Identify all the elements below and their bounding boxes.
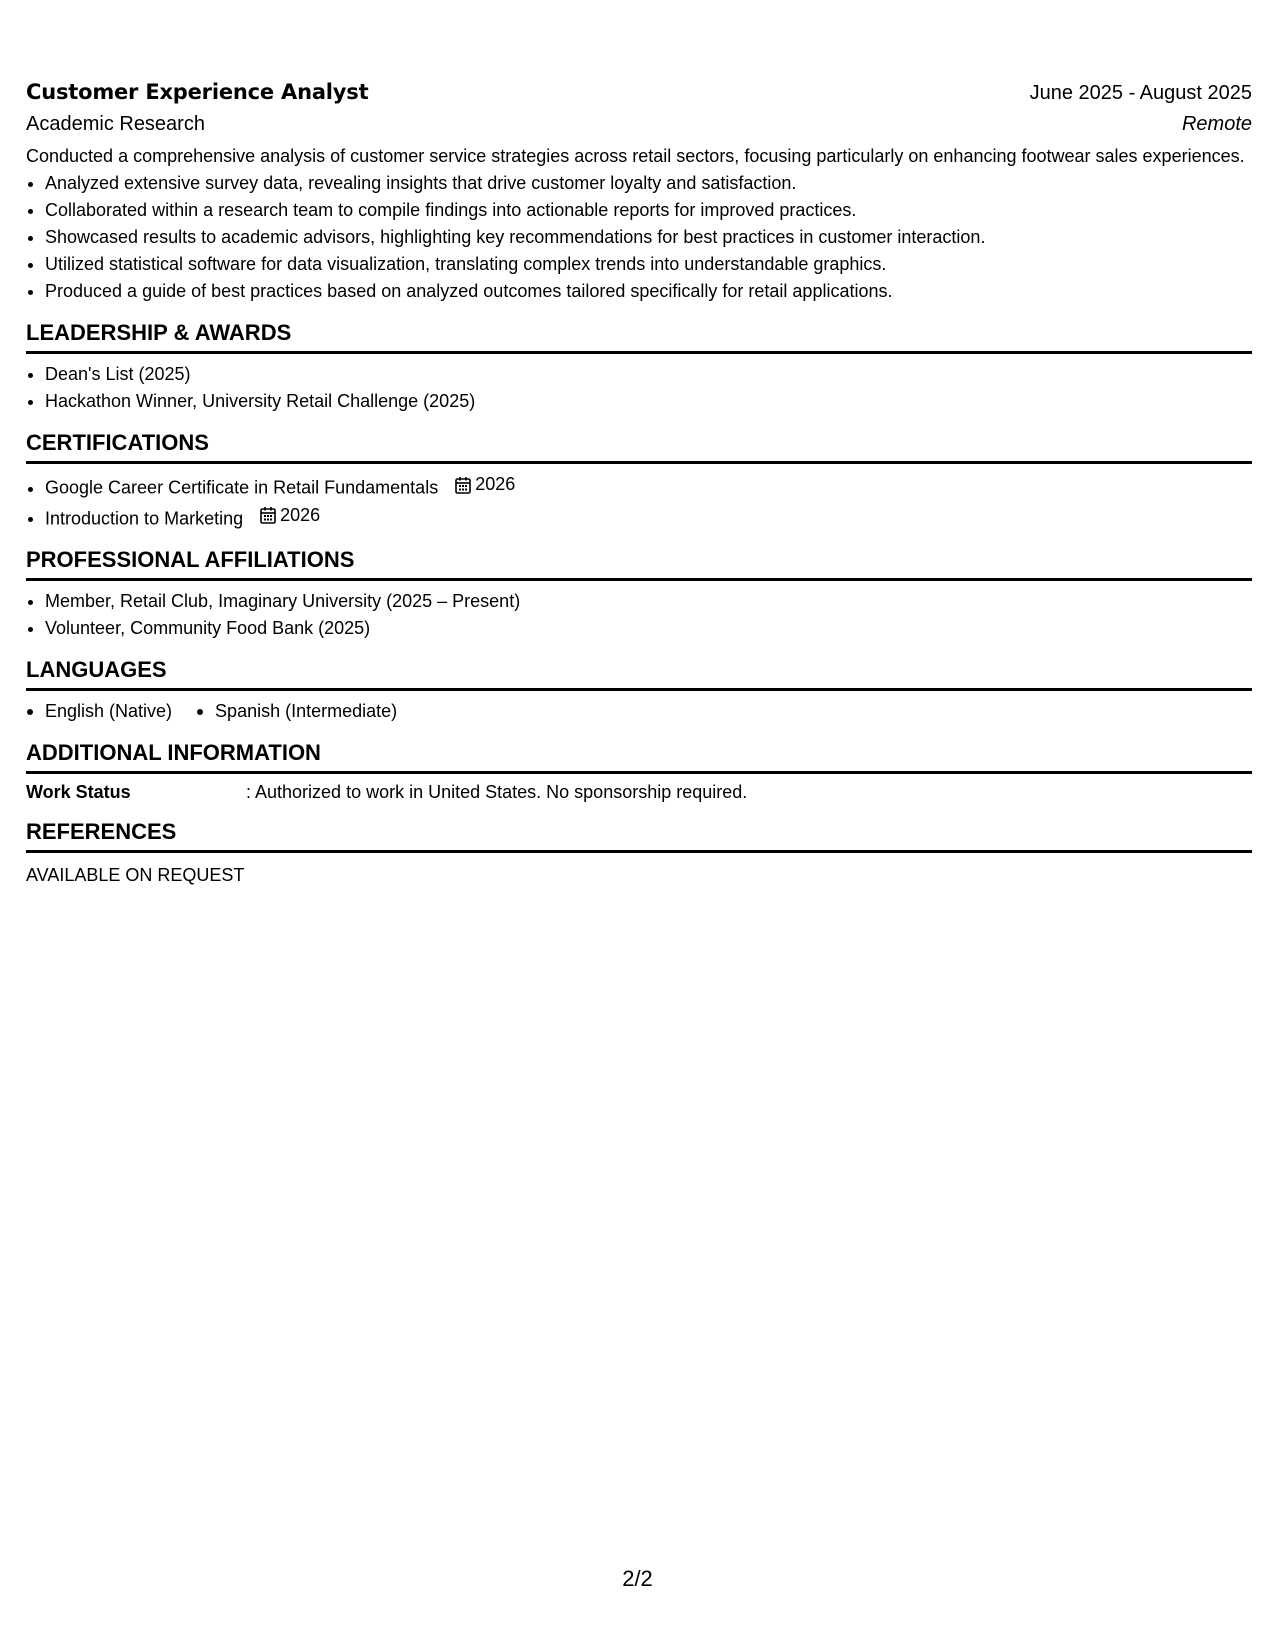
certification-name: Google Career Certificate in Retail Fundamentals [45,477,439,498]
calendar-icon [455,476,471,494]
job-title: Customer Experience Analyst [26,80,369,104]
list-item: Spanish (Intermediate) [196,698,397,725]
section-heading: PROFESSIONAL AFFILIATIONS [26,546,1252,581]
work-status-row [26,780,1252,804]
list-item: • Showcased results to academic advisors, highlighting key recommendations for best practices in customer interaction. [45,224,1252,251]
certification-year: 2026 [280,504,321,525]
job-dates: June 2025 - August 2025 [1029,82,1252,104]
list-item: • Hackathon Winner, University Retail Challenge (2025) [45,388,1252,415]
references-text: AVAILABLE ON REQUEST [26,865,245,885]
certifications-list [26,471,1252,532]
experience-entry [26,78,1252,305]
list-item [45,502,1252,533]
page-number: 2/2 [622,1566,653,1591]
work-status-value: : Authorized to work in United States. No sponsorship required. [246,782,748,802]
calendar-icon [260,506,276,524]
affiliations-list [26,588,1252,642]
section-heading: ADDITIONAL INFORMATION [26,739,1252,774]
section-affiliations [26,546,1252,642]
section-references [26,818,1252,887]
certification-name: Introduction to Marketing [45,508,244,528]
section-languages [26,656,1252,725]
certification-date [455,471,515,498]
experience-summary: Conducted a comprehensive analysis of customer service strategies across retail sectors, focusing particularly on enhancing footwear sales experiences. [26,146,1245,166]
leadership-list [26,361,1252,415]
experience-subheader [26,111,1252,137]
list-item: • Utilized statistical software for data visualization, translating complex trends into understandable graphics. [45,251,1252,278]
section-heading: LANGUAGES [26,656,1252,691]
section-certifications [26,429,1252,532]
experience-bullets [26,170,1252,305]
list-item: • Analyzed extensive survey data, revealing insights that drive customer loyalty and satisfaction. [45,170,1252,197]
experience-header [26,78,1252,107]
list-item: • Produced a guide of best practices based on analyzed outcomes tailored specifically for retail applications. [45,278,1252,305]
languages-list [26,698,1252,725]
location: Remote [1181,113,1252,135]
list-item: • Dean's List (2025) [45,361,1252,388]
resume-page [26,78,1252,887]
list-item: English (Native) [26,698,172,725]
section-heading: LEADERSHIP & AWARDS [26,319,1252,354]
work-status-label: Work Status [26,782,131,802]
section-leadership [26,319,1252,415]
certification-year: 2026 [475,474,516,494]
list-item: • Volunteer, Community Food Bank (2025) [45,615,1252,642]
list-item: • Member, Retail Club, Imaginary University (2025 – Present) [45,588,1252,615]
section-heading: CERTIFICATIONS [26,429,1252,464]
list-item [45,471,1252,502]
organization: Academic Research [26,113,205,135]
section-heading: REFERENCES [26,818,1252,853]
section-additional-information [26,739,1252,804]
certification-date [260,502,320,529]
list-item: • Collaborated within a research team to compile findings into actionable reports for improved practices. [45,197,1252,224]
